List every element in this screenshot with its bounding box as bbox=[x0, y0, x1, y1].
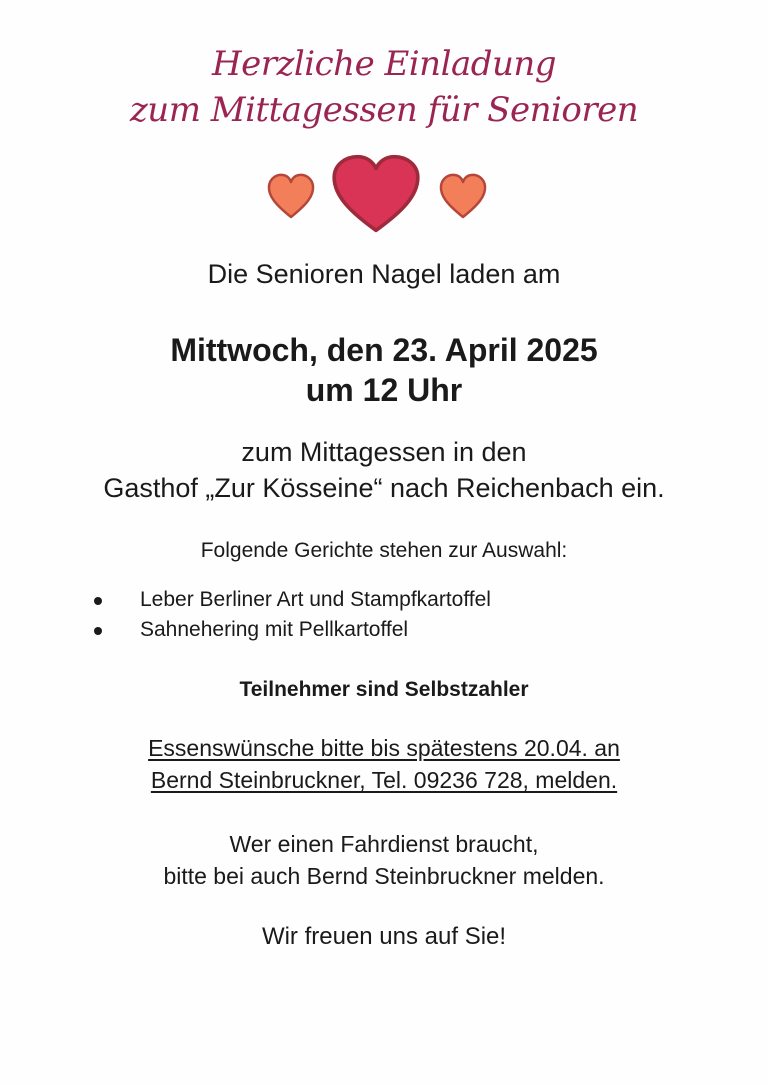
order-notice-line-2 bbox=[0, 764, 768, 796]
closing-text: Wir freuen uns auf Sie! bbox=[261, 923, 507, 950]
dish-label: Leber Berliner Art und Stampfkartoffel bbox=[140, 588, 491, 611]
heart-icon bbox=[266, 172, 316, 222]
event-date: Mittwoch, den 23. April 2025 bbox=[170, 332, 598, 368]
title-line-1: Herzliche Einladung bbox=[211, 44, 557, 84]
ride-line-1: Wer einen Fahrdienst braucht, bbox=[229, 831, 539, 857]
list-item bbox=[90, 585, 491, 615]
payer-note: Teilnehmer sind Selbstzahler bbox=[239, 678, 529, 701]
order-notice-text: Essenswünsche bitte bis spätestens 20.04. an bbox=[148, 735, 620, 761]
hearts-decoration bbox=[0, 150, 768, 240]
heart-icon bbox=[330, 154, 422, 234]
dish-label: Sahnehering mit Pellkartoffel bbox=[140, 618, 409, 641]
meal-line-1: zum Mittagessen in den bbox=[241, 437, 527, 467]
order-notice-line-1 bbox=[0, 732, 768, 764]
heart-icon bbox=[438, 172, 488, 222]
bullet-icon bbox=[94, 597, 102, 605]
title-line-2: zum Mittagessen für Senioren bbox=[129, 90, 639, 130]
menu-heading: Folgende Gerichte stehen zur Auswahl: bbox=[200, 539, 568, 562]
ride-line-2: bitte bei auch Bernd Steinbruckner melden. bbox=[163, 863, 605, 889]
venue-line: Gasthof „Zur Kösseine“ nach Reichenbach ein. bbox=[103, 473, 665, 503]
list-item bbox=[90, 615, 491, 645]
bullet-icon bbox=[94, 627, 102, 635]
intro-text: Die Senioren Nagel laden am bbox=[207, 259, 561, 289]
order-contact-text: Bernd Steinbruckner, Tel. 09236 728, melden. bbox=[150, 767, 618, 793]
dish-list bbox=[90, 585, 491, 645]
event-time: um 12 Uhr bbox=[305, 372, 463, 408]
